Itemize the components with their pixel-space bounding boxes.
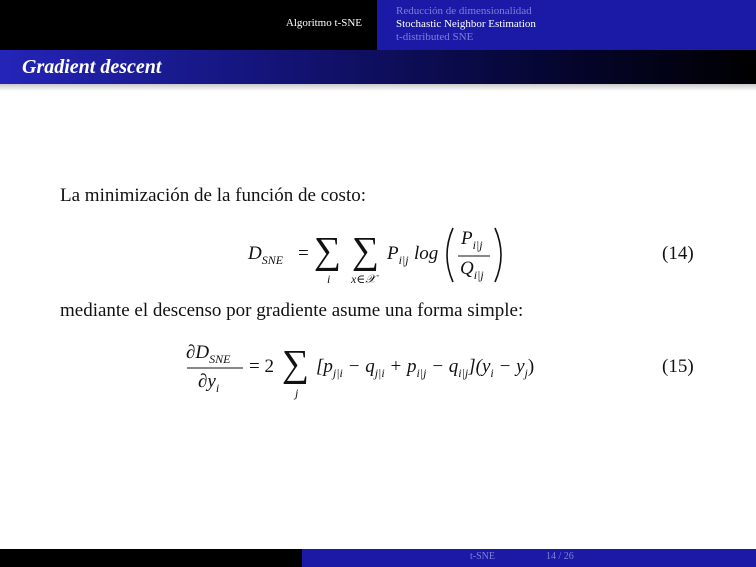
eq14-equals: =	[298, 243, 309, 264]
nav-subsection-list	[377, 0, 756, 50]
eq15-coefficient: = 2	[249, 356, 274, 377]
eq14-sum-2-limit: x∈𝒳	[351, 272, 376, 286]
eq15-fraction-bar	[186, 367, 244, 370]
title-bar-shadow	[0, 84, 756, 91]
eq14-numerator: $P_{i|j}$	[461, 228, 483, 252]
footer-bar	[0, 549, 756, 567]
footer-short-title: t-SNE	[470, 551, 495, 562]
footer-left-segment	[0, 549, 302, 567]
frame-title-bar	[0, 50, 756, 84]
eq14-term: $P_{i|j}$	[387, 243, 409, 267]
footer-page-number: 14 / 26	[546, 551, 574, 562]
equation-14	[248, 226, 548, 296]
nav-subsection-link[interactable]: t-distributed SNE	[396, 31, 474, 43]
eq14-log: log	[414, 243, 439, 264]
equation-15-number: (15)	[662, 356, 694, 377]
footer-right-segment	[302, 549, 756, 567]
nav-subsection-link-active[interactable]: Stochastic Neighbor Estimation	[396, 18, 536, 30]
eq15-summand: $[p_{j|i} - q_{j|i} + p_{i|j} - q_{i|j}](y_i - y_j)$	[316, 356, 535, 380]
eq14-denominator: $Q_{i|j}$	[460, 258, 484, 282]
equation-14-number: (14)	[662, 243, 694, 264]
eq15-denominator: $\partial y_i$	[198, 371, 220, 395]
eq15-sum: ∑	[282, 343, 310, 385]
eq14-sum-1: ∑	[314, 230, 342, 272]
eq14-sum-1-limit: i	[327, 272, 331, 286]
eq15-sum-limit: j	[295, 386, 299, 400]
nav-section-link[interactable]: Algoritmo t-SNE	[285, 17, 362, 29]
nav-subsection-link[interactable]: Reducción de dimensionalidad	[396, 5, 532, 17]
intro-paragraph: La minimización de la función de costo:	[60, 185, 367, 206]
equation-15	[186, 340, 586, 410]
frame-title: Gradient descent	[22, 56, 162, 78]
middle-paragraph: mediante el descenso por gradiente asume una forma simple:	[60, 300, 524, 321]
eq14-sum-2: ∑	[352, 230, 380, 272]
eq15-numerator: $\partial D_{SNE}$	[186, 342, 231, 366]
eq14-lhs: $D_{SNE}$	[248, 243, 284, 267]
top-navigation-bar	[0, 0, 756, 50]
